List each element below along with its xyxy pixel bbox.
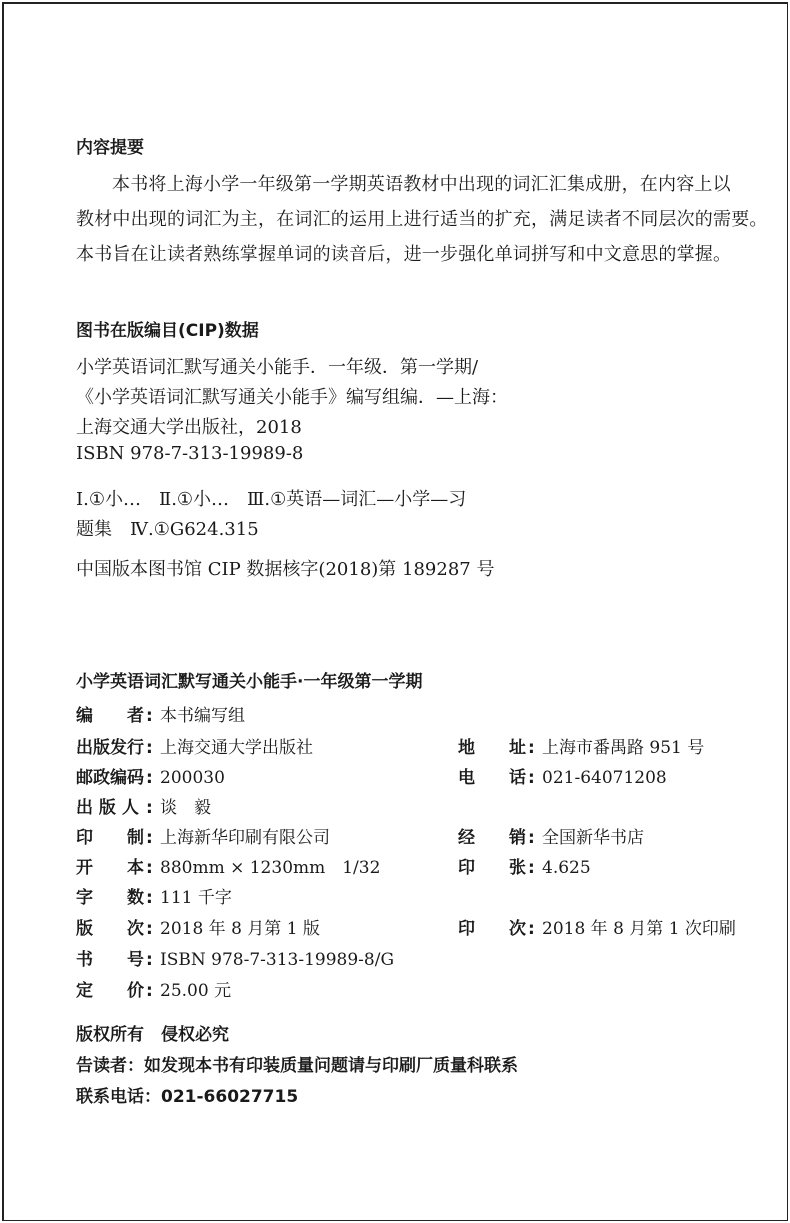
colon: : (146, 738, 153, 758)
colon: : (146, 828, 153, 848)
colophon-label: 电 话 (458, 768, 526, 788)
colophon-row (458, 826, 758, 850)
colophon-row (458, 917, 758, 941)
colophon-title: 小学英语词汇默写通关小能手·一年级第一学期 (76, 672, 423, 692)
colon: : (146, 798, 153, 818)
colophon-label: 地 址 (458, 738, 526, 758)
reader-notice: 告读者：如发现本书有印装质量问题请与印刷厂质量科联系 (76, 1056, 518, 1076)
colophon-value: 上海新华印刷有限公司 (160, 828, 330, 848)
summary-line: 本书旨在让读者熟练掌握单词的读音后，进一步强化单词拼写和中文意思的掌握。 (76, 244, 732, 265)
colon: : (528, 919, 535, 939)
colophon-label: 印 制 (76, 828, 144, 848)
colophon-label: 出版发行 (76, 738, 144, 758)
cip-isbn: ISBN 978-7-313-19989-8 (76, 443, 304, 464)
colon: : (146, 981, 153, 1001)
summary-line: 本书将上海小学一年级第一学期英语教材中出现的词汇汇集成册，在内容上以 (112, 174, 731, 195)
colophon-value: 上海交通大学出版社 (160, 738, 313, 758)
colophon-label: 出 版 人 (76, 798, 139, 818)
cip-record: 中国版本图书馆 CIP 数据核字(2018)第 189287 号 (76, 559, 495, 580)
cip-line: 小学英语词汇默写通关小能手．一年级．第一学期/ (76, 357, 479, 378)
summary-heading: 内容提要 (76, 138, 144, 158)
colophon-value: 2018 年 8 月第 1 次印刷 (542, 919, 736, 939)
colophon-row (76, 736, 456, 760)
colophon-value: 2018 年 8 月第 1 版 (160, 919, 320, 939)
colophon-row (458, 766, 758, 790)
colophon-label: 定 价 (76, 981, 144, 1001)
summary-line: 教材中出现的词汇为主，在词汇的运用上进行适当的扩充，满足读者不同层次的需要。 (76, 209, 768, 230)
colophon-label: 字 数 (76, 888, 144, 908)
colophon-value: 021-64071208 (542, 768, 667, 788)
colon: : (528, 828, 535, 848)
colophon-row (458, 856, 758, 880)
colon: : (146, 888, 153, 908)
colophon-label: 编 者 (76, 706, 144, 726)
colophon-row (76, 704, 456, 728)
colon: : (528, 768, 535, 788)
colon: : (146, 706, 153, 726)
colophon-value: 本书编写组 (160, 706, 245, 726)
cip-heading: 图书在版编目(CIP)数据 (76, 321, 259, 341)
cip-line: 题集 Ⅳ.①G624.315 (76, 519, 259, 540)
cip-line: 《小学英语词汇默写通关小能手》编写组编．—上海： (76, 387, 508, 408)
colophon-value: 上海市番禺路 951 号 (542, 738, 705, 758)
colophon-row (76, 917, 456, 941)
colophon-value: 200030 (160, 768, 225, 788)
colophon-value: 25.00 元 (160, 981, 232, 1001)
colophon-row (76, 948, 456, 972)
colophon-row (76, 796, 456, 820)
contact-phone: 联系电话：021-66027715 (76, 1087, 299, 1107)
colon: : (146, 768, 153, 788)
colophon-value: 全国新华书店 (542, 828, 644, 848)
colophon-row (76, 826, 456, 850)
colon: : (146, 919, 153, 939)
colon: : (146, 950, 153, 970)
colophon-value: 4.625 (542, 858, 591, 878)
colophon-label: 经 销 (458, 828, 526, 848)
cip-line: 上海交通大学出版社，2018 (76, 417, 302, 438)
colophon-label: 印 张 (458, 858, 526, 878)
colophon-value: 880mm × 1230mm 1/32 (160, 858, 381, 878)
colon: : (528, 738, 535, 758)
colophon-value: 111 千字 (160, 888, 232, 908)
colophon-label: 印 次 (458, 919, 526, 939)
colophon-label: 版 次 (76, 919, 144, 939)
colophon-value: ISBN 978-7-313-19989-8/G (160, 950, 395, 970)
copyright-notice: 版权所有 侵权必究 (76, 1025, 229, 1045)
colophon-label: 开 本 (76, 858, 144, 878)
colon: : (146, 858, 153, 878)
colophon-row (76, 766, 456, 790)
colophon-row (458, 736, 758, 760)
cip-line: Ⅰ.①小… Ⅱ.①小… Ⅲ.①英语—词汇—小学—习 (76, 489, 467, 510)
colophon-label: 书 号 (76, 950, 144, 970)
colon: : (528, 858, 535, 878)
colophon-row (76, 979, 456, 1003)
colophon-row (76, 856, 456, 880)
colophon-label: 邮政编码 (76, 768, 144, 788)
colophon-value: 谈 毅 (160, 798, 211, 818)
colophon-row (76, 886, 456, 910)
